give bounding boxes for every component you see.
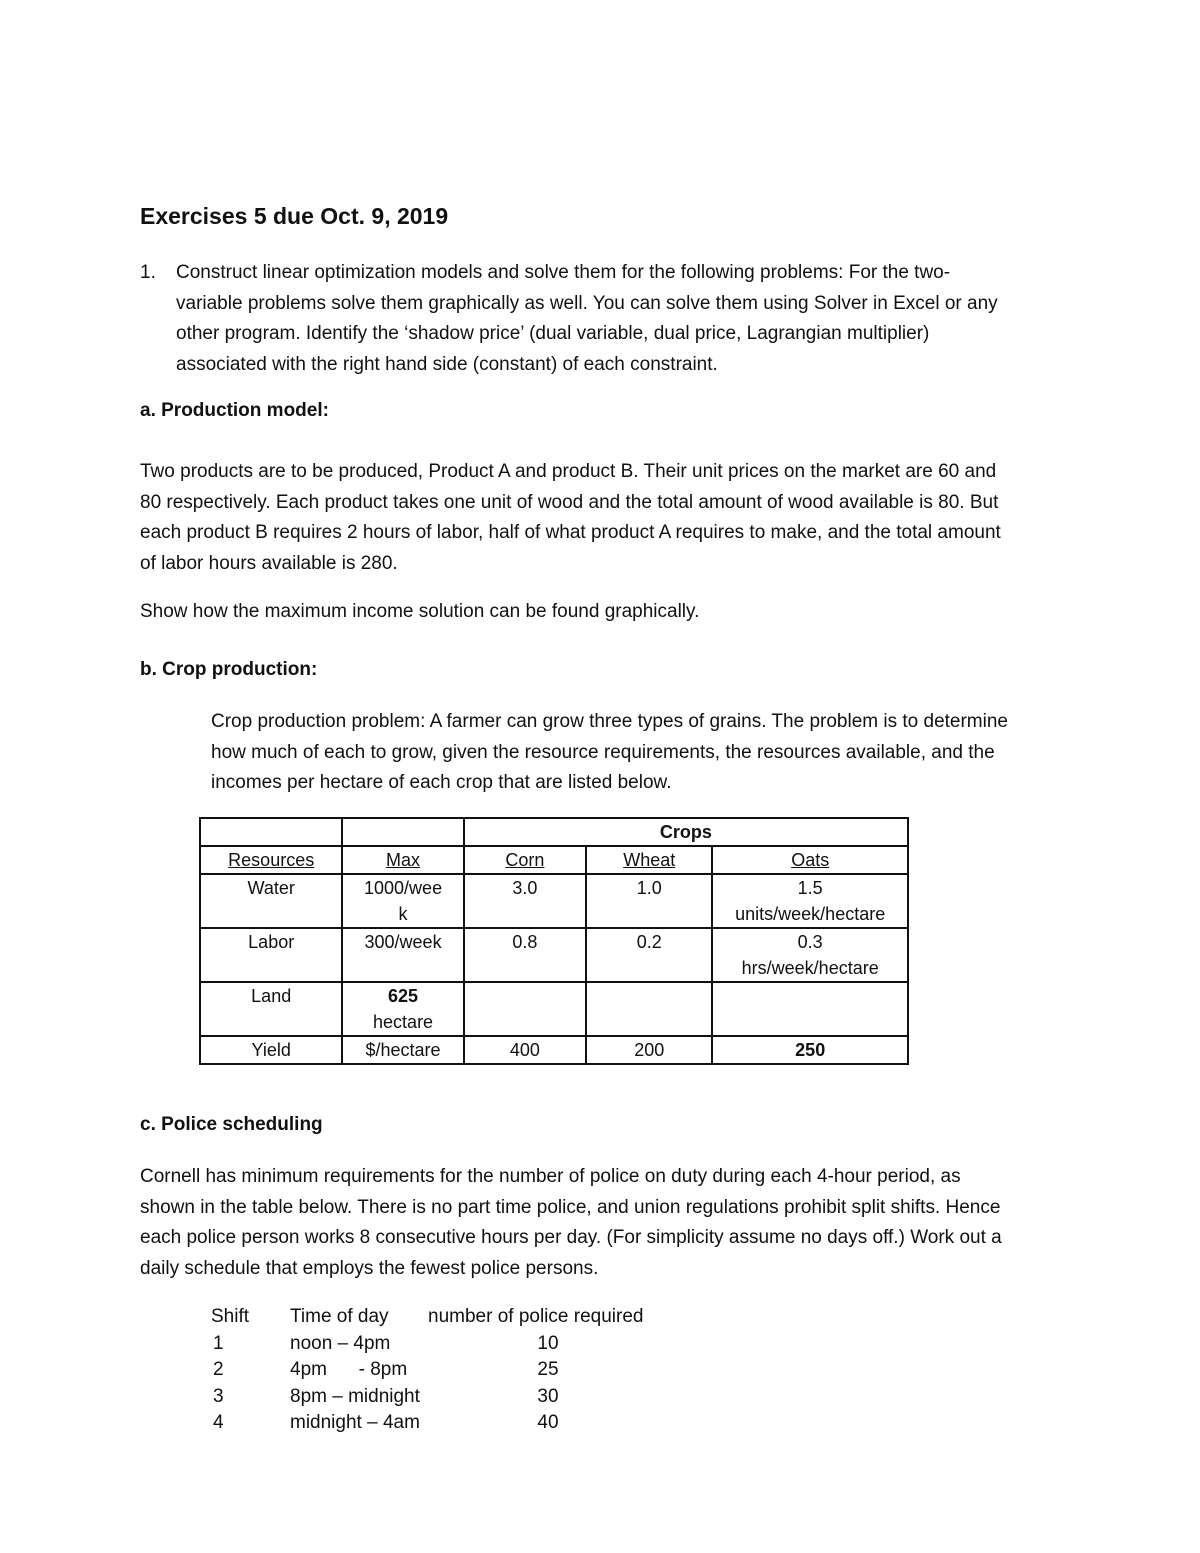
oats-line: 0.3 — [797, 932, 823, 952]
shift-required: 30 — [537, 1385, 559, 1407]
wheat-cell: 0.2 — [586, 928, 712, 982]
shift-time: 4pm - 8pm — [290, 1359, 408, 1380]
shift-time: 8pm – midnight — [290, 1385, 420, 1407]
wheat-cell — [586, 982, 712, 1036]
table-cell — [342, 818, 463, 846]
shift-time: midnight – 4am — [290, 1412, 420, 1433]
column-header: Oats — [712, 846, 908, 874]
shift-row — [205, 1384, 668, 1411]
max-cell — [342, 874, 463, 928]
part-a-heading: a. Production model: — [140, 400, 329, 421]
table-row — [200, 928, 908, 982]
shift-number: 2 — [213, 1359, 224, 1380]
max-line: $/hectare — [365, 1040, 441, 1060]
resource-cell: Labor — [200, 928, 342, 982]
column-header: number of police required — [428, 1306, 644, 1327]
shift-required: 10 — [537, 1332, 559, 1354]
part-a-line: each product B requires 2 hours of labor, half of what product A requires to make, and the total amount — [140, 522, 1001, 543]
oats-cell — [712, 874, 908, 928]
table-cell — [200, 818, 342, 846]
table-row — [200, 874, 908, 928]
corn-cell — [464, 982, 586, 1036]
shift-row — [205, 1357, 668, 1384]
oats-line: 250 — [795, 1040, 826, 1060]
resource-cell: Water — [200, 874, 342, 928]
corn-cell: 0.8 — [464, 928, 586, 982]
shift-required: 25 — [537, 1359, 559, 1380]
max-line: 1000/wee — [364, 878, 443, 898]
table-header-row — [200, 846, 908, 874]
column-header: Resources — [200, 846, 342, 874]
resource-cell: Yield — [200, 1036, 342, 1064]
part-c-line: shown in the table below. There is no part time police, and union regulations prohibit split shifts. Hence — [140, 1196, 1001, 1218]
shift-header-row — [205, 1304, 668, 1331]
item-number: 1. — [140, 262, 156, 283]
item-1-text — [176, 258, 1036, 380]
item-1-line: Construct linear optimization models and solve them for the following problems: For the two- — [176, 262, 951, 283]
shift-number: 1 — [213, 1332, 224, 1354]
shift-number: 4 — [213, 1412, 224, 1433]
part-a-show-text: Show how the maximum income solution can be found graphically. — [140, 601, 700, 622]
max-cell — [342, 928, 463, 982]
shift-table — [205, 1304, 668, 1437]
max-cell — [342, 1036, 463, 1064]
oats-cell — [712, 1036, 908, 1064]
column-header: Time of day — [290, 1306, 389, 1327]
shift-row — [205, 1331, 668, 1358]
part-a-line: Two products are to be produced, Product A and product B. Their unit prices on the market are 60 and — [140, 461, 997, 482]
item-1-line: variable problems solve them graphically as well. You can solve them using Solver in Excel or any — [176, 292, 998, 314]
max-line: k — [398, 904, 408, 924]
part-c-line: Cornell has minimum requirements for the number of police on duty during each 4-hour period, as — [140, 1166, 961, 1187]
page-title: Exercises 5 due Oct. 9, 2019 — [140, 203, 449, 229]
table-row — [200, 818, 908, 846]
part-b-heading: b. Crop production: — [140, 659, 318, 680]
table-row — [200, 1036, 908, 1064]
column-header: Corn — [464, 846, 586, 874]
part-b-paragraph — [211, 707, 1061, 799]
corn-cell: 400 — [464, 1036, 586, 1064]
item-1-line: other program. Identify the ‘shadow price’ (dual variable, dual price, Lagrangian multiplier) — [176, 323, 930, 344]
corn-cell: 3.0 — [464, 874, 586, 928]
oats-line: hrs/week/hectare — [741, 958, 879, 978]
crop-table — [199, 817, 909, 1065]
max-line: hectare — [373, 1012, 434, 1032]
part-b-line: incomes per hectare of each crop that are listed below. — [211, 772, 672, 793]
column-header: Shift — [211, 1306, 250, 1327]
crops-group-header: Crops — [464, 818, 908, 846]
table-row — [200, 982, 908, 1036]
oats-line: 1.5 — [797, 878, 823, 898]
part-b-line: how much of each to grow, given the resource requirements, the resources available, and the — [211, 741, 995, 763]
column-header: Wheat — [586, 846, 712, 874]
max-cell — [342, 982, 463, 1036]
part-c-heading: c. Police scheduling — [140, 1114, 323, 1135]
part-a-line: 80 respectively. Each product takes one unit of wood and the total amount of wood available is 80. But — [140, 491, 999, 513]
shift-required: 40 — [537, 1412, 559, 1433]
resource-cell: Land — [200, 982, 342, 1036]
part-c-line: daily schedule that employs the fewest police persons. — [140, 1257, 599, 1279]
wheat-cell: 200 — [586, 1036, 712, 1064]
part-a-paragraph — [140, 457, 1060, 579]
part-c-paragraph — [140, 1162, 1060, 1284]
item-1-line: associated with the right hand side (constant) of each constraint. — [176, 353, 718, 375]
oats-cell — [712, 982, 908, 1036]
column-header: Max — [342, 846, 463, 874]
part-b-line: Crop production problem: A farmer can grow three types of grains. The problem is to determine — [211, 711, 1008, 732]
wheat-cell: 1.0 — [586, 874, 712, 928]
oats-cell — [712, 928, 908, 982]
shift-row — [205, 1410, 668, 1437]
shift-time: noon – 4pm — [290, 1332, 391, 1354]
max-line: 300/week — [364, 932, 442, 952]
part-a-line: of labor hours available is 280. — [140, 552, 398, 574]
oats-line: units/week/hectare — [735, 904, 886, 924]
max-line: 625 — [388, 986, 419, 1006]
shift-number: 3 — [213, 1385, 224, 1407]
part-c-line: each police person works 8 consecutive hours per day. (For simplicity assume no days off.) Work out a — [140, 1227, 1002, 1248]
